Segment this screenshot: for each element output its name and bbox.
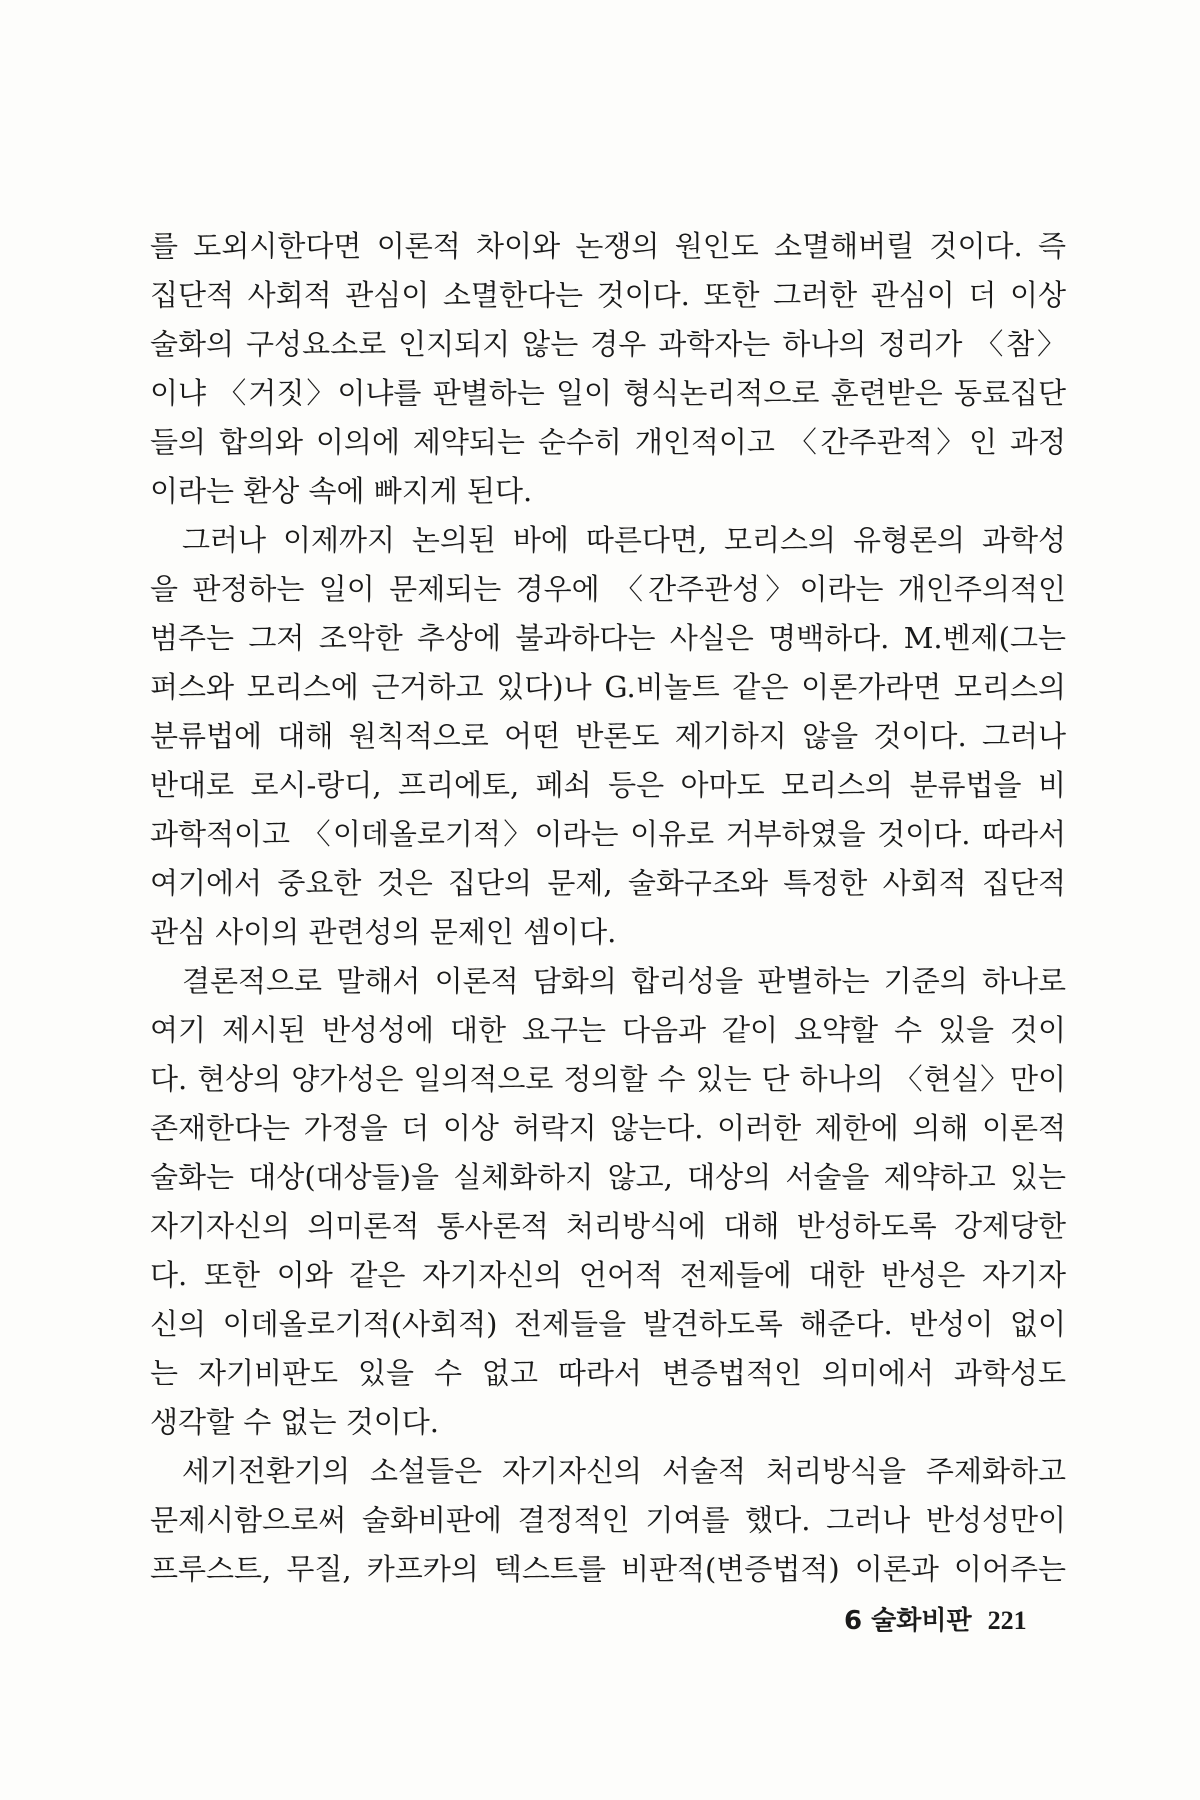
running-footer-chapter: 6 술화비판 (844, 1606, 972, 1636)
text-line: 그러나 이제까지 논의된 바에 따른다면, 모리스의 유형론의 과학성 (182, 523, 1066, 557)
text-line: 퍼스와 모리스에 근거하고 있다)나 G.비놀트 같은 이론가라면 모리스의 (150, 670, 1066, 704)
text-line: 이냐 〈거짓〉이냐를 판별하는 일이 형식논리적으로 훈련받은 동료집단 (150, 376, 1066, 410)
text-line: 생각할 수 없는 것이다. (150, 1405, 439, 1439)
text-line: 이라는 환상 속에 빠지게 된다. (150, 474, 533, 508)
text-line: 과학적이고 〈이데올로기적〉이라는 이유로 거부하였을 것이다. 따라서 (150, 817, 1066, 851)
text-line: 여기에서 중요한 것은 집단의 문제, 술화구조와 특정한 사회적 집단적 (150, 866, 1066, 900)
text-line: 결론적으로 말해서 이론적 담화의 합리성을 판별하는 기준의 하나로 (182, 964, 1066, 998)
text-line: 범주는 그저 조악한 추상에 불과하다는 사실은 명백하다. M.벤제(그는 (150, 621, 1066, 655)
text-line: 신의 이데올로기적(사회적) 전제들을 발견하도록 해준다. 반성이 없이 (150, 1307, 1066, 1341)
text-line: 세기전환기의 소설들은 자기자신의 서술적 처리방식을 주제화하고 (182, 1454, 1066, 1488)
page-footer (844, 1600, 1027, 1637)
text-line: 프루스트, 무질, 카프카의 텍스트를 비판적(변증법적) 이론과 이어주는 (150, 1552, 1066, 1586)
text-line: 존재한다는 가정을 더 이상 허락지 않는다. 이러한 제한에 의해 이론적 (150, 1111, 1066, 1145)
text-line: 반대로 로시-랑디, 프리에토, 페쇠 등은 아마도 모리스의 분류법을 비 (150, 768, 1066, 802)
text-line: 다. 또한 이와 같은 자기자신의 언어적 전제들에 대한 반성은 자기자 (150, 1258, 1066, 1292)
text-line: 는 자기비판도 있을 수 없고 따라서 변증법적인 의미에서 과학성도 (150, 1356, 1066, 1390)
text-line: 관심 사이의 관련성의 문제인 셈이다. (150, 915, 617, 949)
text-line: 를 도외시한다면 이론적 차이와 논쟁의 원인도 소멸해버릴 것이다. 즉 (150, 229, 1066, 263)
text-line: 분류법에 대해 원칙적으로 어떤 반론도 제기하지 않을 것이다. 그러나 (150, 719, 1066, 753)
body-text (150, 222, 1066, 1594)
text-line: 집단적 사회적 관심이 소멸한다는 것이다. 또한 그러한 관심이 더 이상 (150, 278, 1066, 312)
text-line: 자기자신의 의미론적 통사론적 처리방식에 대해 반성하도록 강제당한 (150, 1209, 1066, 1243)
text-line: 술화는 대상(대상들)을 실체화하지 않고, 대상의 서술을 제약하고 있는 (150, 1160, 1066, 1194)
text-line: 여기 제시된 반성성에 대한 요구는 다음과 같이 요약할 수 있을 것이 (150, 1013, 1066, 1047)
text-line: 술화의 구성요소로 인지되지 않는 경우 과학자는 하나의 정리가 〈참〉 (150, 327, 1066, 361)
page-number: 221 (987, 1606, 1027, 1635)
text-line: 을 판정하는 일이 문제되는 경우에 〈간주관성〉이라는 개인주의적인 (150, 572, 1066, 606)
text-line: 다. 현상의 양가성은 일의적으로 정의할 수 있는 단 하나의 〈현실〉만이 (150, 1062, 1066, 1096)
text-line: 들의 합의와 이의에 제약되는 순수히 개인적이고 〈간주관적〉인 과정 (150, 425, 1066, 459)
text-line: 문제시함으로써 술화비판에 결정적인 기여를 했다. 그러나 반성성만이 (150, 1503, 1066, 1537)
